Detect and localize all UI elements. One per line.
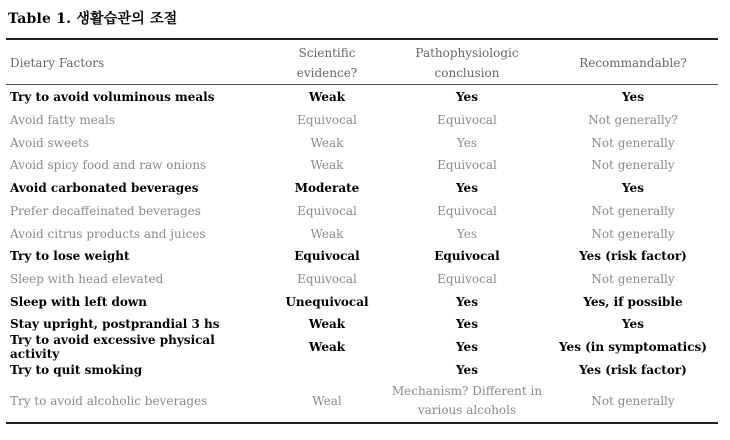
cell-recommandable: Not generally: [591, 203, 675, 218]
cell-pathophysiologic-conclusion: Equivocal: [434, 249, 500, 264]
table-row: [6, 245, 718, 268]
cell-dietary-factor: Sleep with head elevated: [10, 271, 164, 286]
cell-recommandable: Not generally: [591, 158, 675, 173]
cell-dietary-factor: Try to quit smoking: [10, 362, 143, 377]
cell-dietary-factor: Stay upright, postprandial 3 hs: [10, 317, 220, 332]
cell-dietary-factor: Avoid citrus products and juices: [10, 226, 206, 241]
table-row: [6, 86, 718, 109]
cell-dietary-factor: Avoid spicy food and raw onions: [10, 158, 207, 173]
cell-recommandable: Not generally?: [588, 113, 678, 128]
table-row: [6, 154, 718, 177]
header-dietary-factors: Dietary Factors: [10, 56, 105, 70]
table-row: [6, 268, 718, 291]
cell-pathophysiologic-conclusion: Equivocal: [437, 203, 497, 218]
cell-dietary-factor: Try to avoid excessive physical activity: [10, 333, 215, 362]
table-row: [6, 131, 718, 154]
cell-pathophysiologic-conclusion: Mechanism? Different in various alcohols: [391, 384, 543, 418]
cell-pathophysiologic-conclusion: Yes: [456, 362, 478, 377]
cell-pathophysiologic-conclusion: Equivocal: [437, 113, 497, 128]
cell-dietary-factor: Try to avoid voluminous meals: [10, 90, 215, 105]
cell-scientific-evidence: Weak: [308, 317, 346, 332]
cell-recommandable: Yes, if possible: [583, 294, 683, 309]
cell-dietary-factor: Try to avoid alcoholic beverages: [10, 394, 208, 409]
cell-recommandable: Yes (risk factor): [579, 249, 687, 264]
cell-recommandable: Not generally: [591, 226, 675, 241]
header-rule: [6, 84, 718, 85]
header-recommandable: Recommandable?: [579, 56, 687, 70]
cell-pathophysiologic-conclusion: Yes: [456, 90, 478, 105]
cell-dietary-factor: Avoid fatty meals: [10, 113, 115, 128]
cell-scientific-evidence: Moderate: [294, 181, 360, 196]
cell-pathophysiologic-conclusion: Yes: [456, 226, 478, 241]
cell-scientific-evidence: Weak: [308, 90, 346, 105]
cell-recommandable: Not generally: [591, 394, 675, 409]
cell-dietary-factor: Sleep with left down: [10, 294, 147, 309]
cell-pathophysiologic-conclusion: Yes: [456, 135, 478, 150]
cell-dietary-factor: Avoid sweets: [10, 135, 90, 150]
table-row: [6, 200, 718, 223]
cell-scientific-evidence: Equivocal: [297, 113, 357, 128]
cell-pathophysiologic-conclusion: Equivocal: [437, 271, 497, 286]
cell-pathophysiologic-conclusion: Yes: [456, 294, 478, 309]
cell-scientific-evidence: Unequivocal: [285, 294, 369, 309]
table-header: [6, 42, 718, 84]
header-pathophysiologic-conclusion: Pathophysiologic conclusion: [415, 46, 519, 80]
cell-pathophysiologic-conclusion: Equivocal: [437, 158, 497, 173]
cell-scientific-evidence: Equivocal: [297, 203, 357, 218]
cell-recommandable: Not generally: [591, 135, 675, 150]
top-rule: [6, 38, 718, 40]
cell-dietary-factor: Avoid carbonated beverages: [10, 181, 199, 196]
cell-scientific-evidence: Weak: [310, 226, 344, 241]
cell-scientific-evidence: Weak: [310, 135, 344, 150]
cell-scientific-evidence: Weak: [310, 158, 344, 173]
cell-recommandable: Yes: [622, 181, 644, 196]
cell-pathophysiologic-conclusion: Yes: [456, 181, 478, 196]
cell-pathophysiologic-conclusion: Yes: [456, 317, 478, 332]
table-row: [6, 333, 718, 362]
table-row: [6, 358, 718, 381]
cell-dietary-factor: Prefer decaffeinated beverages: [10, 203, 201, 218]
cell-recommandable: Yes (in symptomatics): [559, 340, 707, 355]
table-row: [6, 177, 718, 200]
cell-scientific-evidence: Weal: [312, 394, 342, 409]
cell-scientific-evidence: Weak: [308, 340, 346, 355]
cell-pathophysiologic-conclusion: Yes: [456, 340, 478, 355]
cell-recommandable: Not generally: [591, 271, 675, 286]
cell-scientific-evidence: Equivocal: [297, 271, 357, 286]
table-row: [6, 222, 718, 245]
table-row: [6, 290, 718, 313]
table-title: Table 1. 생활습관의 조절: [8, 11, 178, 27]
cell-dietary-factor: Try to lose weight: [10, 249, 130, 264]
cell-scientific-evidence: Equivocal: [294, 249, 360, 264]
cell-recommandable: Yes: [622, 317, 644, 332]
table-row: [6, 381, 718, 421]
table-row: [6, 109, 718, 132]
bottom-rule: [6, 422, 718, 424]
cell-recommandable: Yes (risk factor): [579, 362, 687, 377]
cell-recommandable: Yes: [622, 90, 644, 105]
header-scientific-evidence: Scientific evidence?: [296, 46, 358, 80]
